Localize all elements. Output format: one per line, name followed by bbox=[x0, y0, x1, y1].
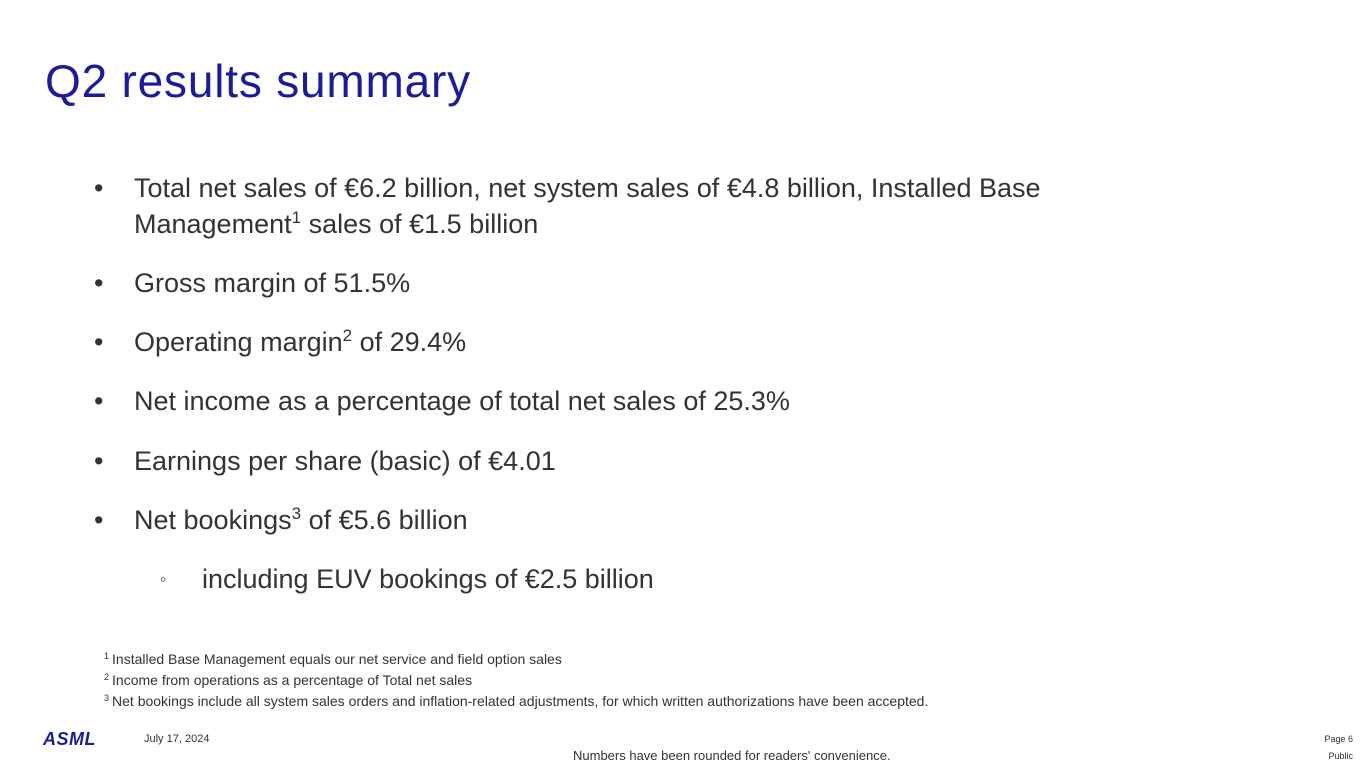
classification-label: Public bbox=[1328, 751, 1353, 761]
footnote-ref: 3 bbox=[291, 504, 302, 523]
footnote-number: 3 bbox=[104, 693, 110, 703]
footnotes bbox=[104, 650, 928, 713]
footnote-text: Net bookings include all system sales orders and inflation-related adjustments, for which written authorizations have been accepted. bbox=[112, 693, 929, 709]
rounding-disclaimer: Numbers have been rounded for readers' convenience. bbox=[573, 748, 891, 763]
logo-wordmark: ASML bbox=[43, 729, 96, 749]
bullet-marker: • bbox=[94, 386, 104, 416]
footnote-3 bbox=[104, 692, 928, 713]
slide-title: Q2 results summary bbox=[45, 55, 471, 107]
bullet-marker: • bbox=[94, 505, 104, 535]
bullet-text: of 29.4% bbox=[352, 327, 467, 357]
bullet-text: Net bookings bbox=[134, 505, 292, 535]
footnote-number: 2 bbox=[104, 672, 110, 682]
footnote-ref: 1 bbox=[291, 208, 302, 227]
bullet-text: Net income as a percentage of total net sales of 25.3% bbox=[134, 386, 790, 416]
sub-bullet-text: including EUV bookings of €2.5 billion bbox=[202, 564, 654, 594]
bullet-text-line: sales of €1.5 billion bbox=[301, 209, 539, 239]
footnote-ref: 2 bbox=[342, 326, 353, 345]
footnote-number: 1 bbox=[104, 651, 110, 661]
bullet-marker: • bbox=[94, 327, 104, 357]
bullet-text: Operating margin bbox=[134, 327, 343, 357]
bullet-text: Gross margin of 51.5% bbox=[134, 268, 411, 298]
sub-bullet-marker: ◦ bbox=[160, 569, 167, 589]
footnote-1 bbox=[104, 650, 928, 671]
page-number: Page 6 bbox=[1324, 734, 1353, 744]
bullet-marker: • bbox=[94, 268, 104, 298]
bullet-marker: • bbox=[94, 446, 104, 476]
bullet-text-line: Total net sales of €6.2 billion, net system sales of €4.8 billion, Installed Base bbox=[134, 173, 1041, 203]
bullet-text: of €5.6 billion bbox=[301, 505, 468, 535]
footer-date: July 17, 2024 bbox=[144, 733, 210, 745]
bullet-marker: • bbox=[94, 173, 104, 203]
footnote-text: Installed Base Management equals our net service and field option sales bbox=[112, 651, 562, 667]
bullet-text-line: Management bbox=[134, 209, 292, 239]
asml-logo bbox=[43, 729, 105, 749]
bullet-text: Earnings per share (basic) of €4.01 bbox=[134, 446, 556, 476]
footnote-2 bbox=[104, 671, 928, 692]
footnote-text: Income from operations as a percentage of Total net sales bbox=[112, 672, 473, 688]
